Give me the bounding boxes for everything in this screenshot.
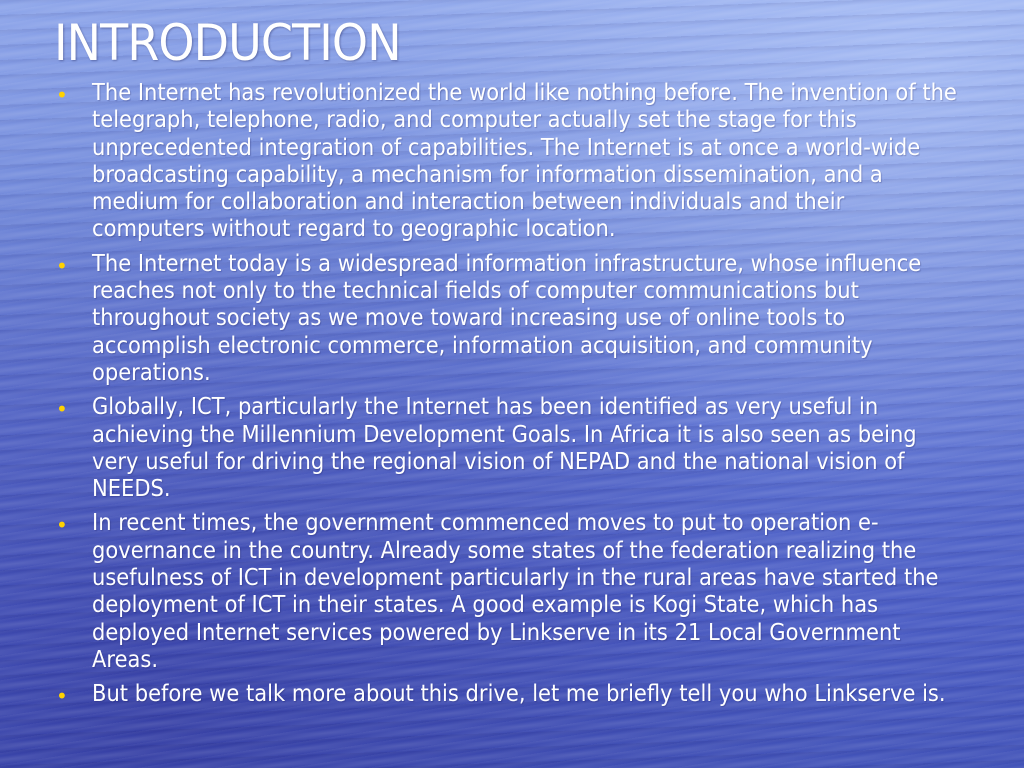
- bullet-dot-icon: •: [56, 253, 68, 278]
- bullet-item: [54, 251, 974, 387]
- bullet-item: [54, 510, 974, 674]
- bullet-item: [54, 681, 974, 708]
- bullet-dot-icon: •: [56, 397, 68, 422]
- bullet-dot-icon: •: [56, 684, 68, 709]
- bullet-text: In recent times, the government commenced moves to put to operation e-governance in the country. Already some states of the federation realizing the usefulness of ICT in development particularly in the rural areas have started the deployment of ICT in their states. A good example is Kogi State, which has deployed Internet services powered by Linkserve in its 21 Local Government Areas.: [92, 510, 939, 673]
- bullet-text: Globally, ICT, particularly the Internet has been identified as very useful in achieving the Millennium Development Goals. In Africa it is also seen as being very useful for driving the regional vision of NEPAD and the national vision of NEEDS.: [92, 394, 917, 503]
- bullet-item: [54, 394, 974, 503]
- bullet-text: But before we talk more about this drive, let me briefly tell you who Linkserve is.: [92, 681, 946, 708]
- bullet-dot-icon: •: [56, 83, 68, 107]
- bullet-item: [54, 80, 974, 244]
- bullet-list: [54, 80, 974, 716]
- bullet-text: The Internet has revolutionized the world like nothing before. The invention of the telegraph, telephone, radio, and computer actually set the stage for this unprecedented integration of capabilities. The Internet is at once a world-wide broadcasting capability, a mechanism for information dissemination, and a medium for collaboration and interaction between individuals and their computers without regard to geographic location.: [92, 80, 957, 243]
- slide-title: INTRODUCTION: [54, 14, 401, 72]
- bullet-dot-icon: •: [56, 513, 68, 538]
- bullet-text: The Internet today is a widespread information infrastructure, whose influence reaches not only to the technical fields of computer communications but throughout society as we move toward increasing use of online tools to accomplish electronic commerce, information acquisition, and community operations.: [92, 250, 922, 386]
